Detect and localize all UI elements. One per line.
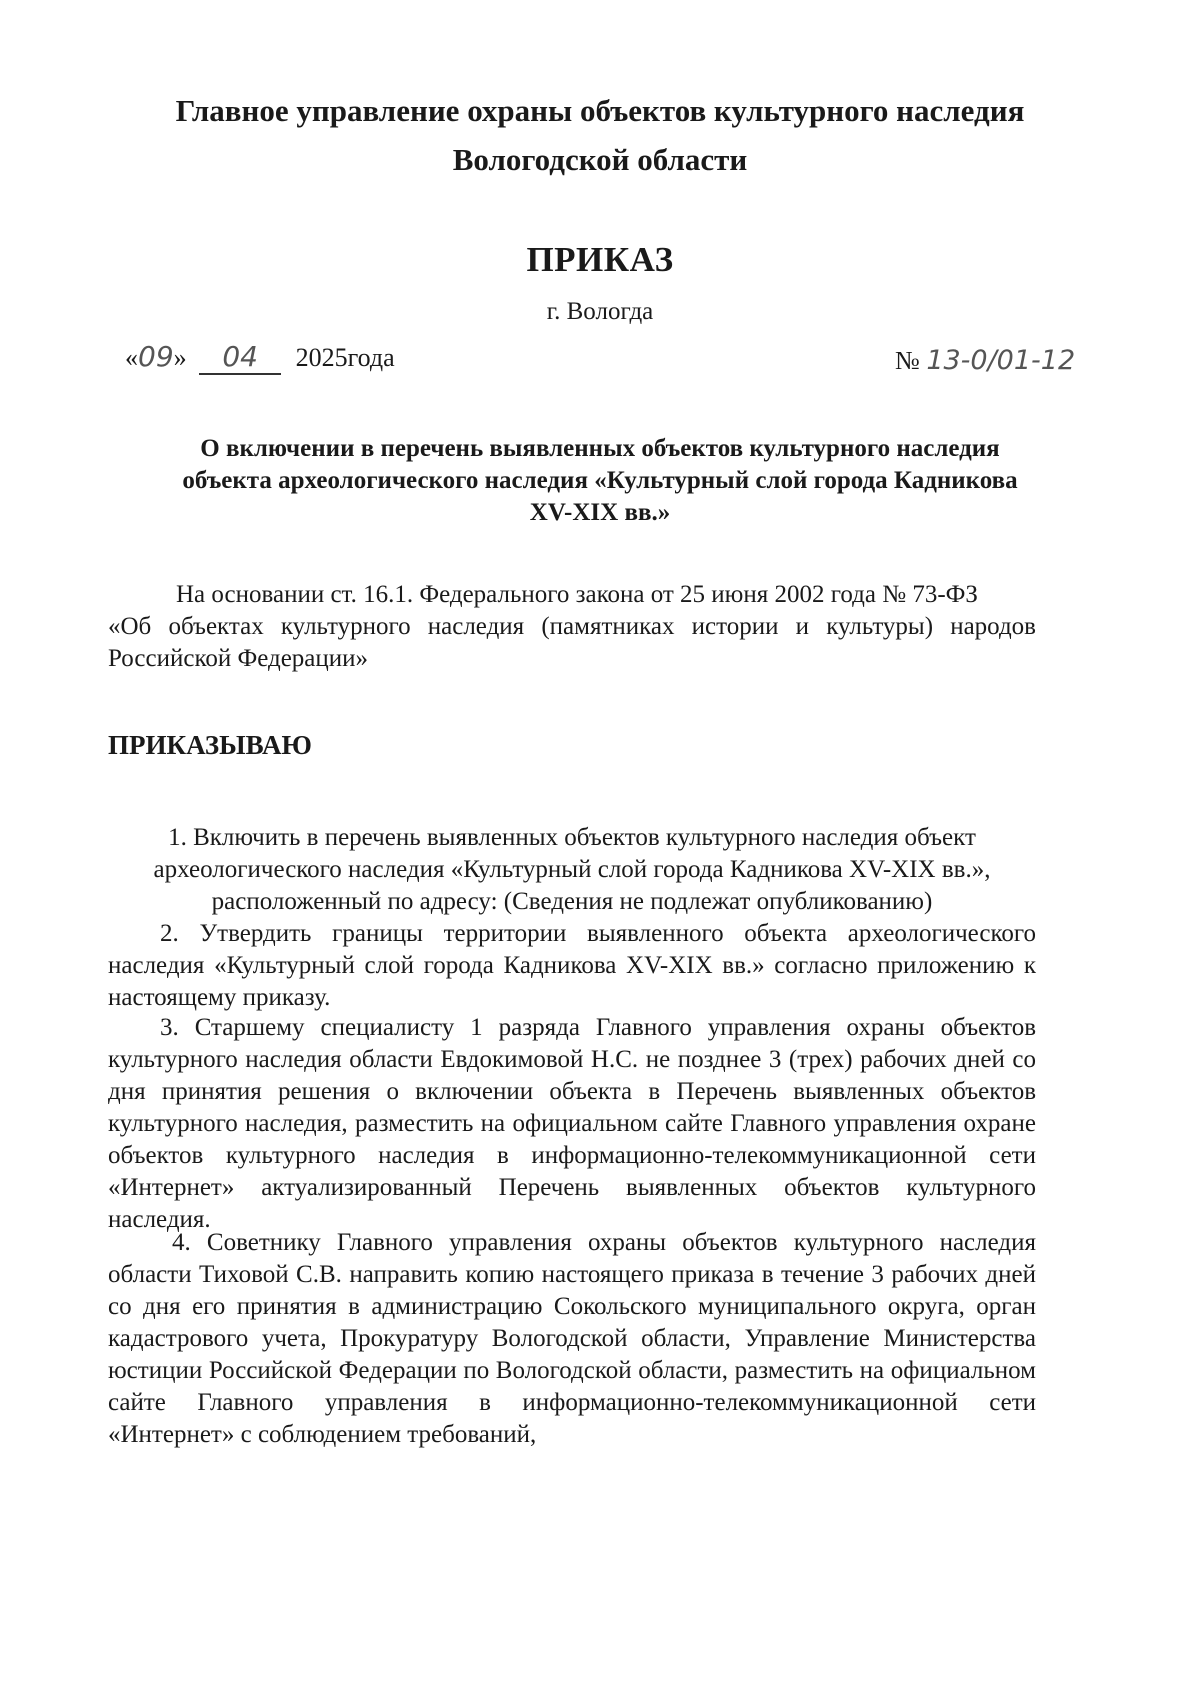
date-line <box>125 340 395 375</box>
item-2: 2. Утвердить границы территории выявленного объекта археологического наследия «Культурный слой города Кадникова XV-XIX вв.» согласно приложению к настоящему приказу. <box>108 920 1036 1011</box>
city: г. Вологда <box>546 298 654 325</box>
date-month: 04 <box>199 340 281 375</box>
subject-line1: О включении в перечень выявленных объектов культурного наследия <box>200 435 1000 462</box>
preamble-line1: На основании ст. 16.1. Федерального закона от 25 июня 2002 года № 73-ФЗ <box>176 581 978 608</box>
org-name-line2: Вологодской области <box>452 142 748 177</box>
item-1 <box>108 822 1036 918</box>
order-number <box>895 345 1075 376</box>
org-name-line1: Главное управление охраны объектов культурного наследия <box>175 93 1025 128</box>
preamble-line3: Российской Федерации» <box>108 645 369 672</box>
order-subject <box>140 433 1060 529</box>
date-close-quote: » <box>173 343 187 372</box>
subject-line3: XV-XIX вв.» <box>529 499 671 526</box>
date-day: 09 <box>138 340 174 373</box>
item-3: 3. Старшему специалисту 1 разряда Главного управления охраны объектов культурного наследия области Евдокимовой Н.С. не позднее 3 (трех) рабочих дней со дня принятия решения о включении объекта в Перечень выявленных объектов культурного наследия, разместить на официальном сайте Главного управления охране объектов культурного наследия в информационно-телекоммуникационной сети «Интернет» актуализированный Перечень выявленных объектов культурного наследия. <box>108 1014 1036 1233</box>
preamble <box>108 579 1036 675</box>
subject-line2: объекта археологического наследия «Культурный слой города Кадникова <box>182 467 1018 494</box>
item-1-line2: археологического наследия «Культурный слой города Кадникова XV-XIX вв.», <box>153 856 991 883</box>
date-open-quote: « <box>125 343 138 372</box>
preamble-line2: «Об объектах культурного наследия (памятниках истории и культуры) народов <box>108 613 1036 640</box>
item-4: 4. Советнику Главного управления охраны объектов культурного наследия области Тиховой С.В. направить копию настоящего приказа в течение 3 рабочих дней со дня его принятия в администрацию Сокольского муниципального округа, орган кадастрового учета, Прокуратуру Вологодской области, Управление Министерства юстиции Российской Федерации по Вологодской области, разместить на официальном сайте Главного управления в информационно-телекоммуникационной сети «Интернет» с соблюдением требований, <box>108 1229 1036 1448</box>
order-word: ПРИКАЗЫВАЮ <box>108 730 312 760</box>
item-1-line1: 1. Включить в перечень выявленных объектов культурного наследия объект <box>168 824 976 851</box>
date-year: 2025года <box>295 343 395 372</box>
number-value: 13-0/01-12 <box>926 345 1076 376</box>
item-1-line3: расположенный по адресу: (Сведения не подлежат опубликованию) <box>211 888 933 915</box>
number-prefix: № <box>895 346 920 375</box>
doc-title: ПРИКАЗ <box>526 240 674 279</box>
